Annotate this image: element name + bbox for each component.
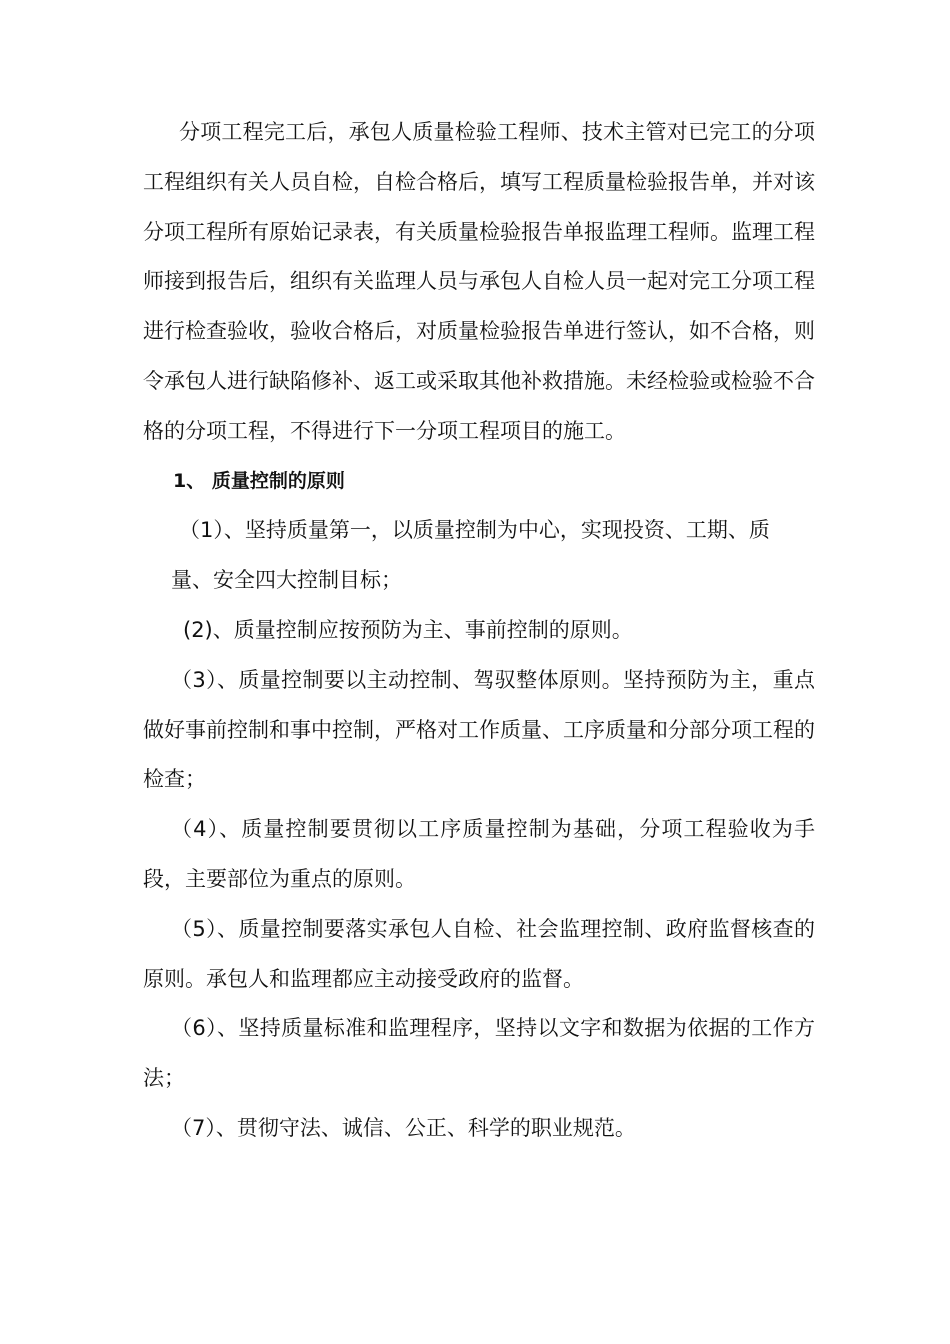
intro-paragraph: 分项工程完工后，承包人质量检验工程师、技术主管对已完工的分项工程组织有关人员自检，自检合格后，填写工程质量检验报告单，并对该分项工程所有原始记录表，有关质量检验报告单报监理工程师。监理工程师接到报告后，组织有关监理人员与承包人自检人员一起对完工分项工程进行检查验收，验收合格后，对质量检验报告单进行签认，如不合格，则令承包人进行缺陷修补、返工或采取其他补救措施。未经检验或检验不合格的分项工程，不得进行下一分项工程项目的施工。: [143, 120, 815, 443]
principle-item-7: （7）、贯彻守法、诚信、公正、科学的职业规范。: [171, 1115, 636, 1140]
principle-item-5: （5）、质量控制要落实承包人自检、社会监理控制、政府监督核查的原则。承包人和监理都应主动接受政府的监督。: [143, 916, 815, 991]
document-page: [143, 108, 815, 1154]
principle-item-6: （6）、坚持质量标准和监理程序，坚持以文字和数据为依据的工作方法；: [143, 1016, 815, 1091]
principle-item-1-line1: （1）、坚持质量第一，以质量控制为中心，实现投资、工期、质: [179, 518, 770, 543]
principle-item-1-line2: 量、安全四大控制目标；: [171, 568, 402, 593]
principle-item-3: （3）、质量控制要以主动控制、驾驭整体原则。坚持预防为主，重点做好事前控制和事中控制，严格对工作质量、工序质量和分部分项工程的检查；: [143, 667, 815, 792]
principle-item-1: [143, 506, 815, 606]
principle-item-4: （4）、质量控制要贯彻以工序质量控制为基础，分项工程验收为手段，主要部位为重点的原则。: [143, 817, 815, 891]
principle-item-2: (2)、质量控制应按预防为主、事前控制的原则。: [183, 617, 633, 642]
section-heading: 1、 质量控制的原则: [173, 469, 345, 492]
